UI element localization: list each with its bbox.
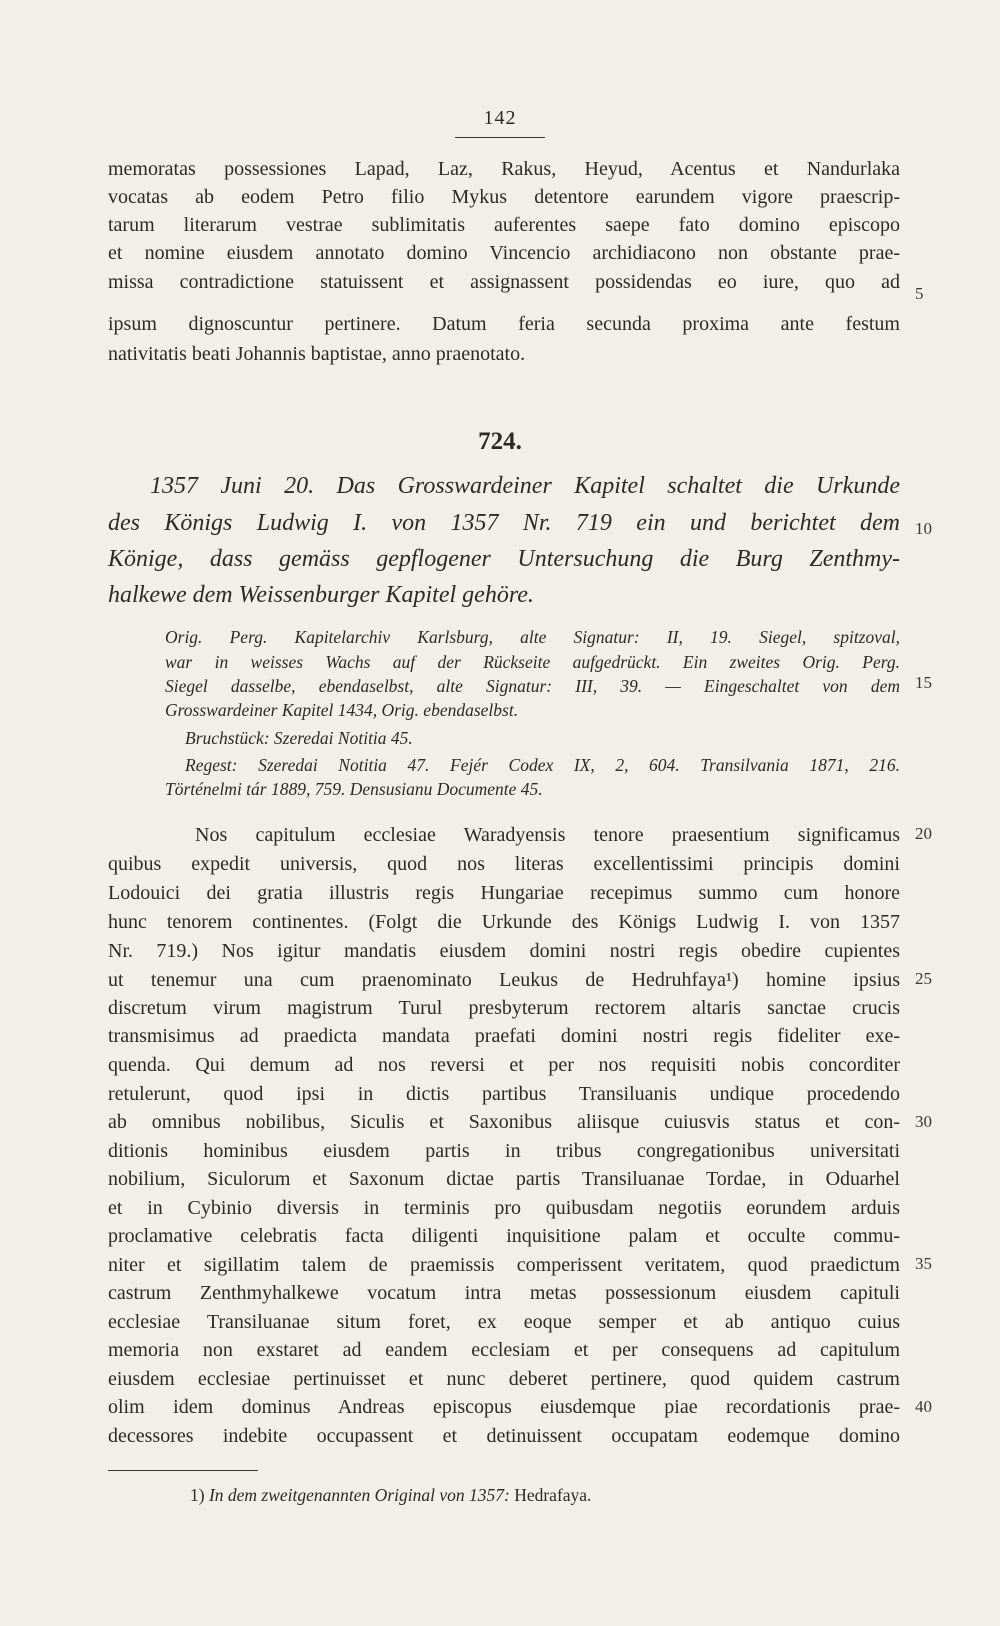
footnote xyxy=(190,1485,890,1506)
text-line: retulerunt, quod ipsi in dictis partibus Transiluanis undique procedendo xyxy=(108,1083,900,1105)
text-line: nobilium, Siculorum et Saxonum dictae partis Transiluanae Tordae, in Oduarhel xyxy=(108,1168,900,1190)
text-line: vocatas ab eodem Petro filio Mykus detentore earundem vigore praescrip- xyxy=(108,186,900,208)
text-line: castrum Zenthmyhalkewe vocatum intra metas possessionum eiusdem capituli xyxy=(108,1282,900,1304)
footnote-marker: 1) xyxy=(190,1485,205,1505)
text-line: tarum literarum vestrae sublimitatis auferentes saepe fato domino episcopo xyxy=(108,214,900,236)
text-line: ecclesiae Transiluanae situm foret, ex eoque semper et ab antiquo cuius xyxy=(108,1311,900,1333)
note-line: Történelmi tár 1889, 759. Densusianu Documente 45. xyxy=(165,779,543,799)
note-line: Bruchstück: Szeredai Notitia 45. xyxy=(185,728,413,748)
footnote-italic-text: In dem zweitgenannten Original von 1357: xyxy=(208,1485,510,1505)
margin-number: 15 xyxy=(915,673,932,692)
heading-line: Könige, dass gemäss gepflogener Untersuchung die Burg Zenthmy- xyxy=(108,546,900,572)
text-line: ipsum dignoscuntur pertinere. Datum feria secunda proxima ante festum xyxy=(108,313,900,335)
note-line: Orig. Perg. Kapitelarchiv Karlsburg, alte Signatur: II, 19. Siegel, spitzoval, xyxy=(165,627,900,647)
page-number: 142 xyxy=(483,107,517,129)
document-number: 724. xyxy=(478,428,522,455)
text-line: memoria non exstaret ad eandem ecclesiam et per consequens ad capitulum xyxy=(108,1339,900,1361)
margin-number: 35 xyxy=(915,1254,932,1273)
text-line: Nr. 719.) Nos igitur mandatis eiusdem domini nostri regis obedire cupientes xyxy=(108,940,900,962)
text-line: olim idem dominus Andreas episcopus eiusdemque piae recordationis prae- xyxy=(108,1396,900,1418)
text-line: niter et sigillatim talem de praemissis comperissent veritatem, quod praedictum xyxy=(108,1254,900,1276)
page-number-rule xyxy=(455,137,545,138)
text-line: transmisimus ad praedicta mandata praefati domini nostri regis fideliter exe- xyxy=(108,1025,900,1047)
text-line: discretum virum magistrum Turul presbyterum rectorem altaris sanctae crucis xyxy=(108,997,900,1019)
heading-line: halkewe dem Weissenburger Kapitel gehöre. xyxy=(108,582,534,608)
text-line: Nos capitulum ecclesiae Waradyensis tenore praesentium significamus xyxy=(195,824,900,846)
text-line: ditionis hominibus eiusdem partis in tribus congregationibus universitati xyxy=(108,1140,900,1162)
heading-line: 1357 Juni 20. Das Grosswardeiner Kapitel schaltet die Urkunde xyxy=(150,473,900,499)
text-line: ut tenemur una cum praenominato Leukus de Hedruhfaya¹) homine ipsius xyxy=(108,969,900,991)
note-line: war in weisses Wachs auf der Rückseite aufgedrückt. Ein zweites Orig. Perg. xyxy=(165,652,900,672)
heading-line: des Königs Ludwig I. von 1357 Nr. 719 ein und berichtet dem xyxy=(108,510,900,536)
margin-number: 20 xyxy=(915,824,932,843)
note-line: Grosswardeiner Kapitel 1434, Orig. ebendaselbst. xyxy=(165,700,519,720)
text-line: Lodouici dei gratia illustris regis Hungariae recepimus summo cum honore xyxy=(108,882,900,904)
text-line: proclamative celebratis facta diligenti inquisitione palam et occulte commu- xyxy=(108,1225,900,1247)
footnote-text: Hedrafaya. xyxy=(514,1485,592,1505)
margin-number: 40 xyxy=(915,1397,932,1416)
margin-number: 5 xyxy=(915,284,924,303)
margin-number: 25 xyxy=(915,969,932,988)
text-line: eiusdem ecclesiae pertinuisset et nunc deberet pertinere, quod quidem castrum xyxy=(108,1368,900,1390)
margin-number: 10 xyxy=(915,519,932,538)
footnote-rule xyxy=(108,1470,258,1471)
text-line: quibus expedit universis, quod nos literas excellentissimi principis domini xyxy=(108,853,900,875)
note-line: Siegel dasselbe, ebendaselbst, alte Signatur: III, 39. — Eingeschaltet von dem xyxy=(165,676,900,696)
text-line: quenda. Qui demum ad nos reversi et per nos requisiti nobis concorditer xyxy=(108,1054,900,1076)
text-line: decessores indebite occupassent et detinuissent occupatam eodemque domino xyxy=(108,1425,900,1447)
text-line: et nomine eiusdem annotato domino Vincencio archidiacono non obstante prae- xyxy=(108,242,900,264)
text-line: ab omnibus nobilibus, Siculis et Saxonibus aliisque cuiusvis status et con- xyxy=(108,1111,900,1133)
text-line: nativitatis beati Johannis baptistae, anno praenotato. xyxy=(108,343,526,365)
margin-number: 30 xyxy=(915,1112,932,1131)
text-line: missa contradictione statuissent et assignassent possidendas eo iure, quo ad xyxy=(108,271,900,293)
text-line: hunc tenorem continentes. (Folgt die Urkunde des Königs Ludwig I. von 1357 xyxy=(108,911,900,933)
text-line: et in Cybinio diversis in terminis pro quibusdam negotiis eorundem arduis xyxy=(108,1197,900,1219)
note-line: Regest: Szeredai Notitia 47. Fejér Codex IX, 2, 604. Transilvania 1871, 216. xyxy=(185,755,900,775)
text-line: memoratas possessiones Lapad, Laz, Rakus, Heyud, Acentus et Nandurlaka xyxy=(108,158,900,180)
